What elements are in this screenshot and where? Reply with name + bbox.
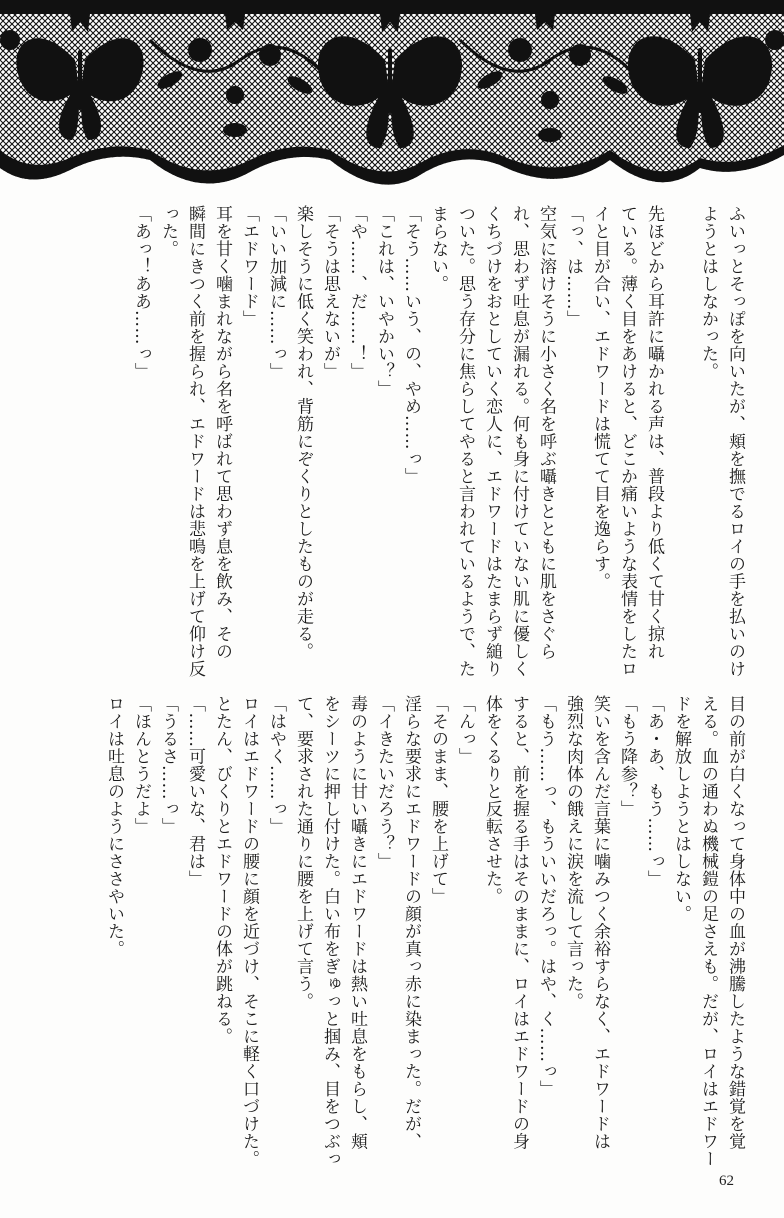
text-line: 笑いを含んだ言葉に噛みつく余裕すらなく、エドワードは <box>590 695 610 1150</box>
text-line: 毒のように甘い囁きにエドワードは熱い吐息をもらし、頬 <box>347 695 367 1150</box>
text-line: 「……可愛いな、君は」 <box>185 695 205 888</box>
text-line: ロイはエドワードの腰に顔を近づけ、そこに軽く口づけた。 <box>239 695 259 1168</box>
upper-text-block <box>127 205 748 678</box>
text-line: 「エドワード」 <box>239 205 259 328</box>
text-line: れ、思わず吐息が漏れる。何も身に付けていない肌に優しく <box>509 205 529 678</box>
text-line: 「もう降参？」 <box>617 695 637 818</box>
text-line: ている。薄く目をあけると、どこか痛いような表情をしたロ <box>617 205 637 678</box>
text-line: 「ほんとうだよ」 <box>131 695 151 835</box>
text-line: 「うるさ……っ」 <box>158 695 178 835</box>
text-line: った。 <box>158 205 178 258</box>
text-line: とたん、びくりとエドワードの体が跳ねる。 <box>212 695 232 1045</box>
text-line: 目の前が白くなって身体中の血が沸騰したような錯覚を覚 <box>725 695 745 1150</box>
text-line: 強烈な肉体の餓えに涙を流して言った。 <box>563 695 583 1010</box>
text-line: くちづけをおとしていく恋人に、エドワードはたまらず縋り <box>482 205 502 678</box>
text-line: 耳を甘く噛まれながら名を呼ばれて思わず息を飲み、その <box>212 205 232 660</box>
text-line: ロイは吐息のようにささやいた。 <box>104 695 124 958</box>
text-line: 「っ、は……」 <box>563 205 583 328</box>
text-line: 体をくるりと反転させた。 <box>482 695 502 905</box>
text-line: える。血の通わぬ機械鎧の足さえも。だが、ロイはエドワー <box>698 695 718 1168</box>
text-line: 先ほどから耳許に囁かれる声は、普段より低くて甘く掠れ <box>644 205 664 660</box>
text-line: て、要求された通りに腰を上げて言う。 <box>293 695 313 1010</box>
text-line: すると、前を握る手はそのままに、ロイはエドワードの身 <box>509 695 529 1150</box>
lace-border-ornament <box>0 0 784 200</box>
text-line: をシーツに押し付けた。白い布をぎゅっと掴み、目をつぶっ <box>320 695 340 1168</box>
text-line <box>667 205 694 645</box>
text-line: 「はやく……っ」 <box>266 695 286 835</box>
text-line: 「あっ！ああ……っ」 <box>131 205 151 380</box>
text-line: ふいっとそっぽを向いたが、頬を撫でるロイの手を払いのけ <box>725 205 745 678</box>
text-line: 楽しそうに低く笑われ、背筋にぞくりとしたものが走る。 <box>293 205 313 660</box>
text-line: 「いい加減に……っ」 <box>266 205 286 380</box>
text-line: 瞬間にきつく前を握られ、エドワードは悲鳴を上げて仰け反 <box>185 205 205 678</box>
text-line: ついた。思う存分に焦らしてやると言われているようで、た <box>455 205 475 678</box>
text-line: 「あ・あ、もう……っ」 <box>644 695 664 888</box>
text-line: 「や……、だ……！」 <box>347 205 367 380</box>
text-line: 「んっ」 <box>455 695 475 765</box>
text-line: ようとはしなかった。 <box>698 205 718 380</box>
text-line: 淫らな要求にエドワードの顔が真っ赤に染まった。だが、 <box>401 695 421 1150</box>
text-line: 空気に溶けそうに小さく名を呼ぶ囁きとともに肌をさぐら <box>536 205 556 660</box>
lower-text-block <box>100 695 748 1175</box>
text-line: まらない。 <box>428 205 448 293</box>
text-line: 「そのまま、腰を上げて」 <box>428 695 448 905</box>
text-line: 「もう……っ、もういいだろっ。はや、く……っ」 <box>536 695 556 1098</box>
text-line: ドを解放しようとはしない。 <box>671 695 691 923</box>
text-line: 「これは、いやかい？」 <box>374 205 394 398</box>
text-line: イと目が合い、エドワードは慌てて目を逸らす。 <box>590 205 610 590</box>
text-line: 「そう……いう、の、やめ……っ」 <box>401 205 421 485</box>
page-number: 62 <box>719 1173 734 1189</box>
text-line: 「そうは思えないが」 <box>320 205 340 380</box>
text-line: 「イきたいだろう？」 <box>374 695 394 870</box>
